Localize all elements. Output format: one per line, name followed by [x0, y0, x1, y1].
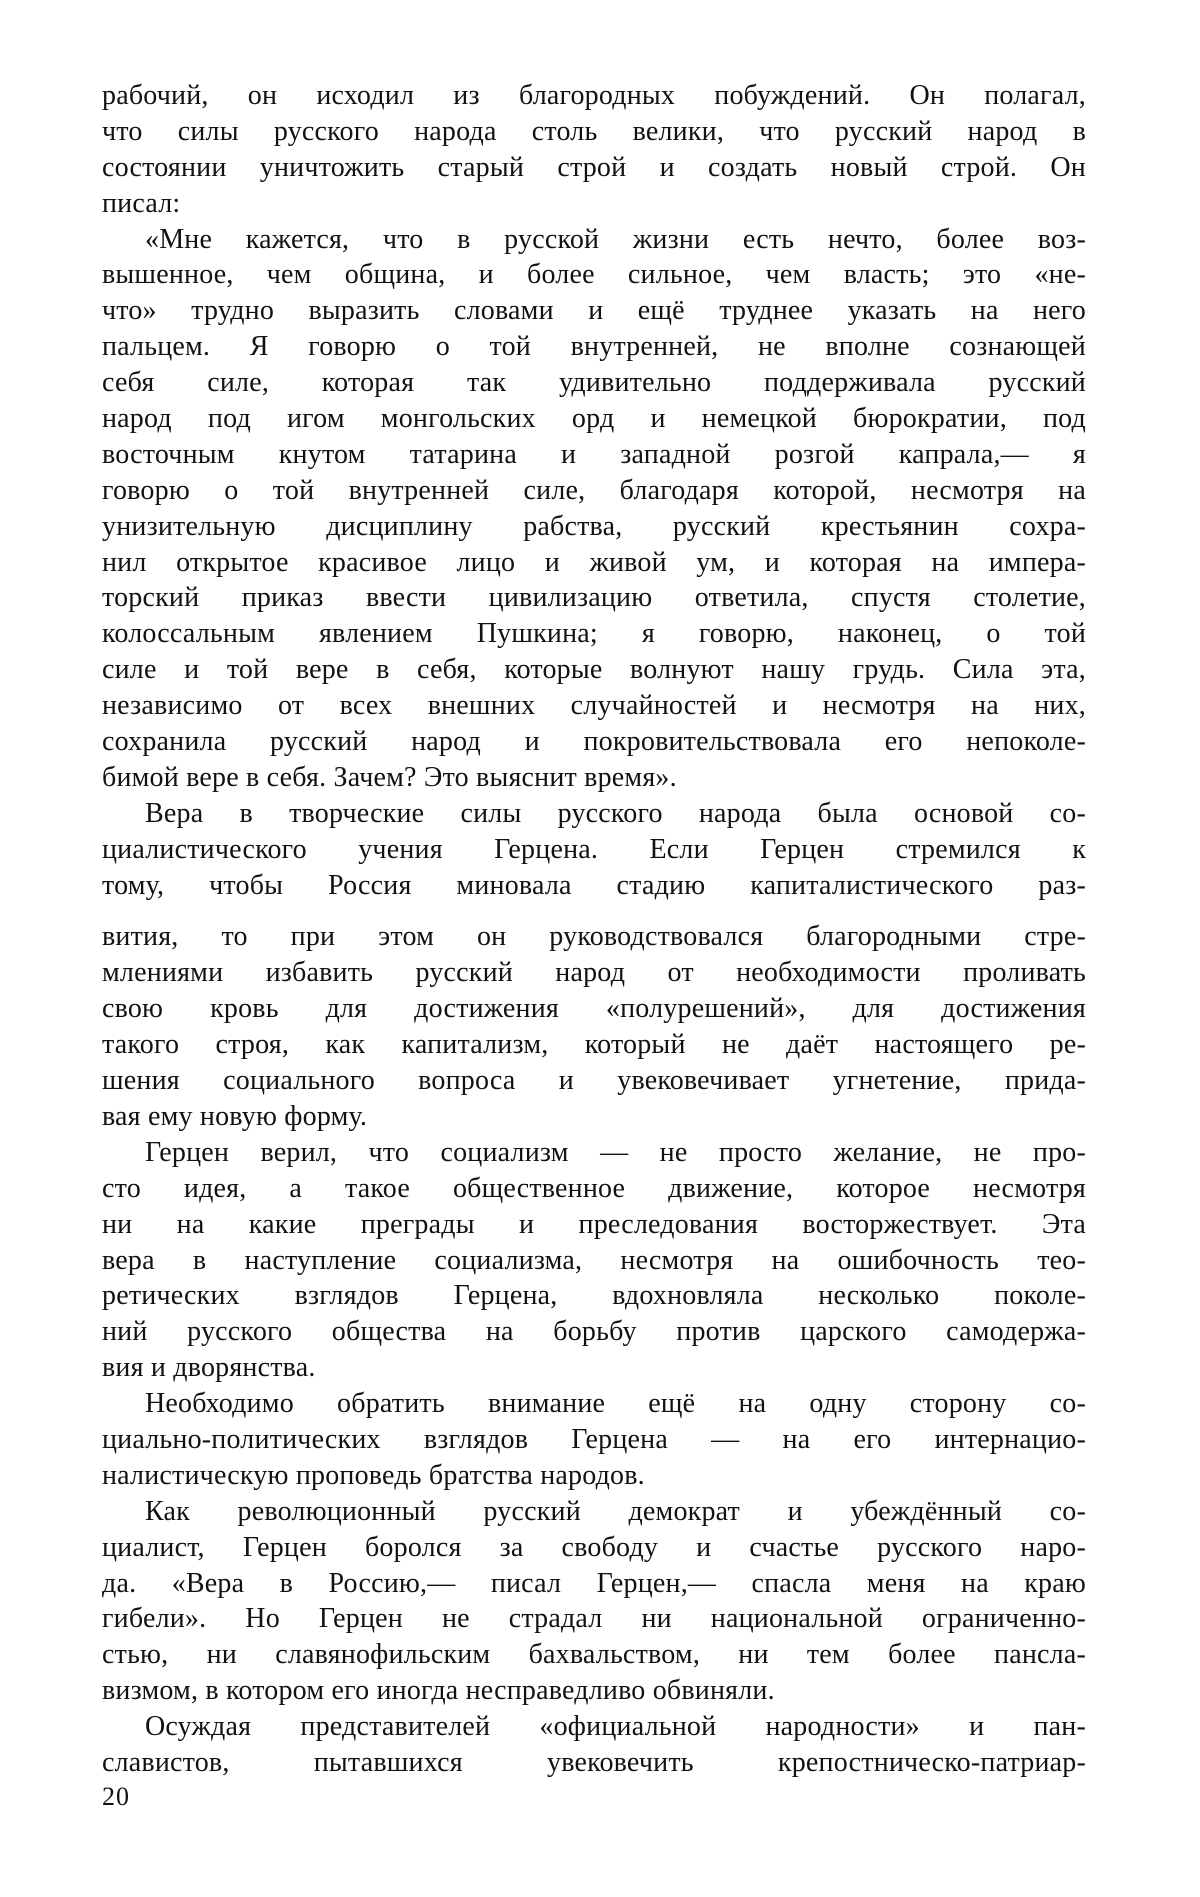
text-line: млениями избавить русский народ от необходимости проливать	[102, 957, 1086, 989]
text-line: пальцем. Я говорю о той внутренней, не вполне сознающей	[102, 331, 1086, 363]
text-line: вера в наступление социализма, несмотря на ошибочность тео-	[102, 1244, 1086, 1276]
text-line: сто идея, а такое общественное движение, которое несмотря	[102, 1172, 1086, 1204]
text-line: силе и той вере в себя, которые волнуют нашу грудь. Сила эта,	[102, 654, 1086, 686]
text-line: ний русского общества на борьбу против царского самодержа-	[102, 1316, 1086, 1348]
text-line: стью, ни славянофильским бахвальством, ни тем более пансла-	[102, 1639, 1086, 1671]
text-line: налистическую проповедь братства народов.	[102, 1459, 645, 1491]
text-line: свою кровь для достижения «полурешений», для достижения	[102, 993, 1086, 1025]
text-line: вития, то при этом он руководствовался благородными стре-	[102, 921, 1086, 953]
text-line: визмом, в котором его иногда несправедливо обвиняли.	[102, 1675, 775, 1707]
text-line: колоссальным явлением Пушкина; я говорю, наконец, о той	[102, 618, 1086, 650]
text-line: шения социального вопроса и увековечивает угнетение, прида-	[102, 1065, 1086, 1097]
text-line: Осуждая представителей «официальной народности» и пан-	[145, 1711, 1086, 1743]
text-line: ретических взглядов Герцена, вдохновляла несколько поколе-	[102, 1280, 1086, 1312]
text-line: нил открытое красивое лицо и живой ум, и которая на импера-	[102, 546, 1086, 578]
text-line: бимой вере в себя. Зачем? Это выяснит время».	[102, 761, 677, 793]
text-line: говорю о той внутренней силе, благодаря которой, несмотря на	[102, 474, 1086, 506]
paragraph	[102, 1494, 1086, 1709]
text-line: торский приказ ввести цивилизацию ответила, спустя столетие,	[102, 582, 1086, 614]
page-number: 20	[102, 1782, 130, 1811]
text-line: тому, чтобы Россия миновала стадию капиталистического раз-	[102, 869, 1086, 901]
paragraph	[102, 1386, 1086, 1494]
paragraph	[102, 78, 1086, 222]
text-line: сохранила русский народ и покровительствовала его непоколе-	[102, 726, 1086, 758]
text-line: такого строя, как капитализм, который не даёт настоящего ре-	[102, 1029, 1086, 1061]
text-line: вая ему новую форму.	[102, 1100, 368, 1132]
paragraph	[102, 1709, 1086, 1781]
text-line: унизительную дисциплину рабства, русский крестьянин сохра-	[102, 510, 1086, 542]
text-line: да. «Вера в Россию,— писал Герцен,— спасла меня на краю	[102, 1567, 1086, 1599]
text-line: вышенное, чем община, и более сильное, чем власть; это «не-	[102, 259, 1086, 291]
text-line: что» трудно выразить словами и ещё труднее указать на него	[102, 295, 1086, 327]
text-line: «Мне кажется, что в русской жизни есть нечто, более воз-	[145, 223, 1086, 255]
text-line: что силы русского народа столь велики, что русский народ в	[102, 115, 1086, 147]
text-line: восточным кнутом татарина и западной розгой капрала,— я	[102, 438, 1086, 470]
paragraph	[102, 222, 1086, 796]
text-line: Как революционный русский демократ и убеждённый со-	[145, 1495, 1086, 1527]
text-line: Вера в творческие силы русского народа была основой со-	[145, 797, 1086, 829]
text-line: Необходимо обратить внимание ещё на одну сторону со-	[145, 1388, 1086, 1420]
text-line: славистов, пытавшихся увековечить крепостническо-патриар-	[102, 1746, 1086, 1778]
text-line: писал:	[102, 187, 181, 219]
text-line: циально-политических взглядов Герцена — на его интернацио-	[102, 1423, 1086, 1455]
text-line: независимо от всех внешних случайностей и несмотря на них,	[102, 690, 1086, 722]
text-line: рабочий, он исходил из благородных побуждений. Он полагал,	[102, 80, 1086, 111]
text-line: циалист, Герцен боролся за свободу и счастье русского наро-	[102, 1531, 1086, 1563]
page-text	[102, 78, 1086, 1781]
text-line: состоянии уничтожить старый строй и создать новый строй. Он	[102, 151, 1086, 183]
text-line: Герцен верил, что социализм — не просто желание, не про-	[145, 1136, 1086, 1168]
text-line: вия и дворянства.	[102, 1352, 316, 1384]
text-line: ни на какие преграды и преследования восторжествует. Эта	[102, 1208, 1086, 1240]
paragraph	[102, 796, 1086, 1135]
text-line: себя силе, которая так удивительно поддерживала русский	[102, 367, 1086, 399]
paragraph	[102, 1135, 1086, 1386]
text-line: народ под игом монгольских орд и немецкой бюрократии, под	[102, 403, 1086, 435]
text-line: гибели». Но Герцен не страдал ни национальной ограниченно-	[102, 1603, 1086, 1635]
text-line: циалистического учения Герцена. Если Герцен стремился к	[102, 833, 1086, 865]
